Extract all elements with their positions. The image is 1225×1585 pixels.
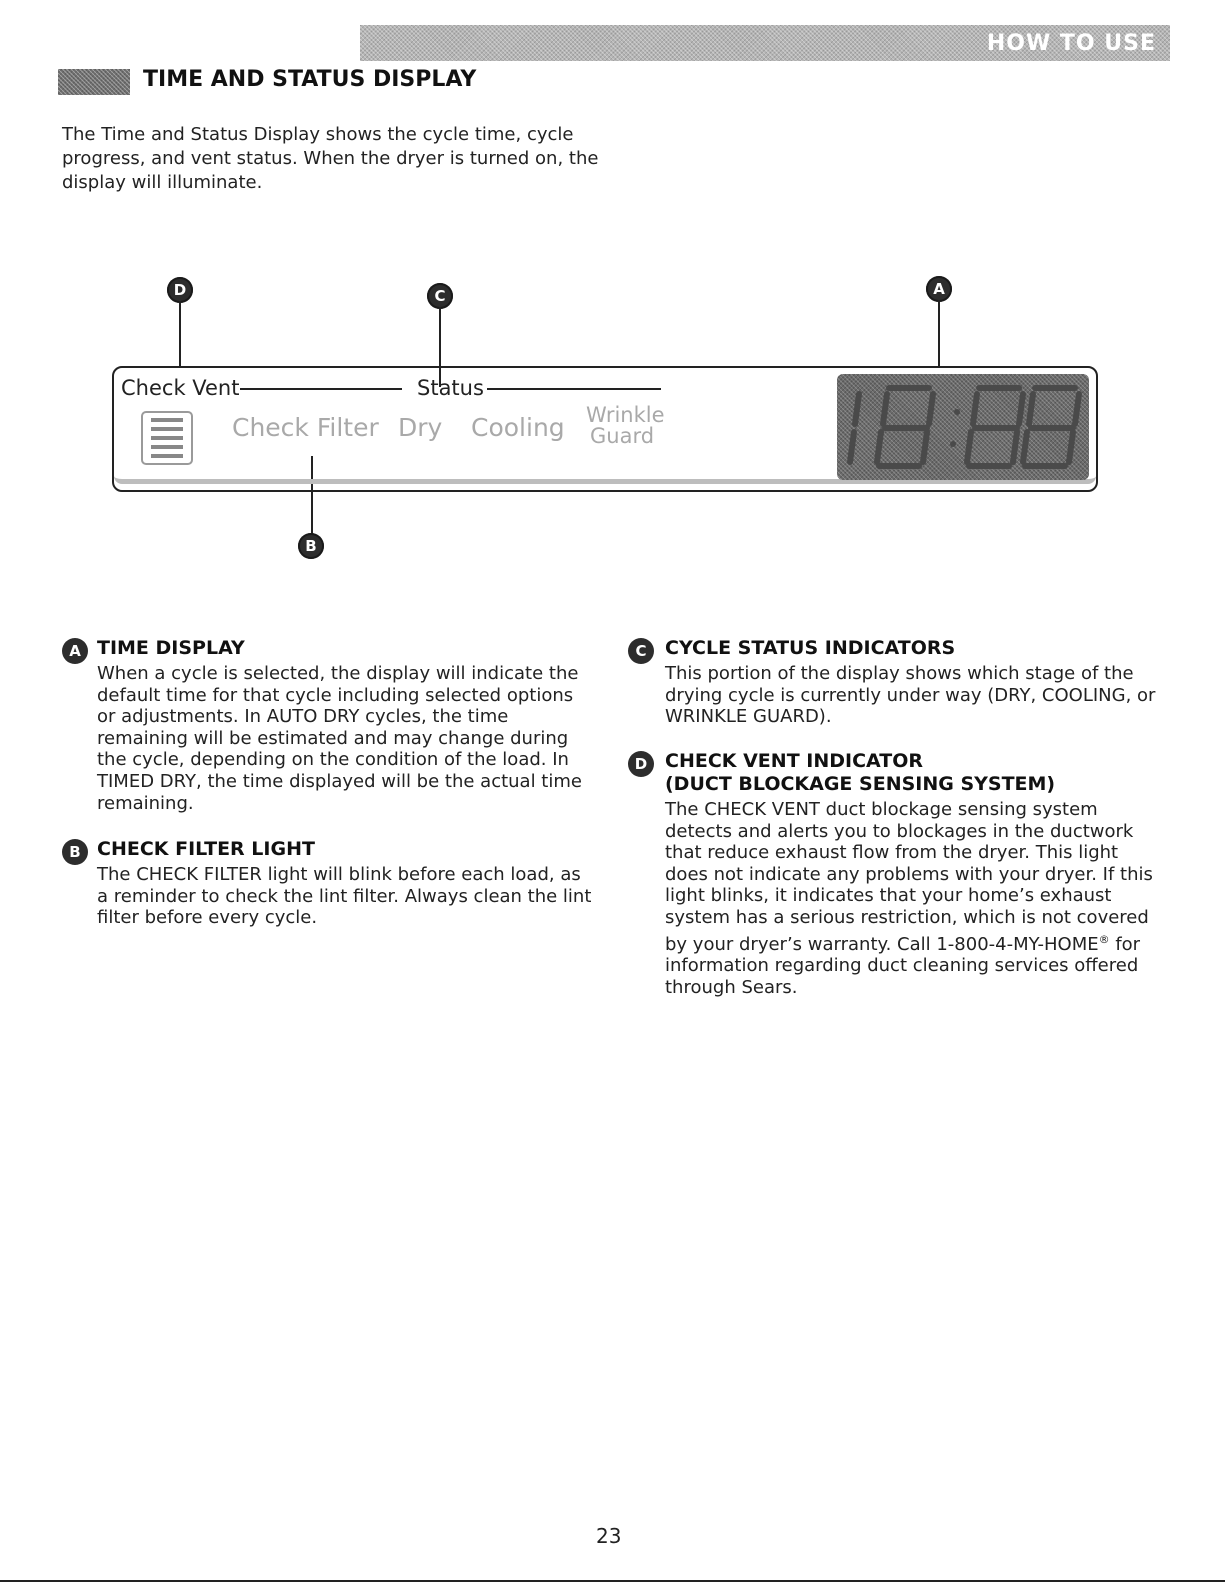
vent-bar bbox=[151, 418, 183, 422]
leader-line-d bbox=[179, 301, 181, 367]
wrinkle-indicator: Wrinkle bbox=[586, 403, 665, 427]
vent-bar bbox=[151, 454, 183, 458]
check-vent-indicator-icon bbox=[141, 411, 193, 465]
bullet-d: D bbox=[628, 751, 654, 777]
check-vent-heading: CHECK VENT INDICATOR bbox=[665, 750, 923, 772]
callout-c: C bbox=[427, 283, 453, 309]
title-marker-block bbox=[58, 69, 130, 95]
callout-d: D bbox=[167, 277, 193, 303]
callout-a: A bbox=[926, 276, 952, 302]
check-filter-indicator: Check Filter bbox=[232, 413, 379, 442]
check-vent-subheading: (DUCT BLOCKAGE SENSING SYSTEM) bbox=[665, 773, 1056, 795]
check-vent-label: Check Vent bbox=[121, 376, 240, 400]
leader-line-a bbox=[938, 300, 940, 368]
guard-indicator: Guard bbox=[590, 424, 655, 448]
vent-bar bbox=[151, 427, 183, 431]
check-vent-body bbox=[665, 799, 1165, 998]
banner-label: HOW TO USE bbox=[986, 31, 1156, 56]
time-display-readout bbox=[837, 374, 1089, 480]
status-label: Status bbox=[417, 376, 484, 400]
cooling-indicator: Cooling bbox=[471, 413, 565, 442]
dry-indicator: Dry bbox=[398, 413, 443, 442]
bullet-c: C bbox=[628, 638, 654, 664]
bullet-a: A bbox=[62, 638, 88, 664]
page-number: 23 bbox=[596, 1524, 622, 1548]
time-display-body: When a cycle is selected, the display will indicate the default time for that cycle including selected options or adjustments. In AUTO DRY cycles, the time remaining will be estimated and may change during the cycle, depending on the condition of the load. In TIMED DRY, the time displayed will be the actual time remaining. bbox=[97, 663, 582, 814]
registered-mark: ® bbox=[1098, 932, 1110, 946]
bullet-b: B bbox=[62, 839, 88, 865]
section-title: TIME AND STATUS DISPLAY bbox=[143, 67, 477, 92]
bottom-rule bbox=[0, 1580, 1225, 1582]
vent-bar bbox=[151, 436, 183, 440]
intro-paragraph: The Time and Status Display shows the cycle time, cycle progress, and vent status. When the dryer is turned on, the display will illuminate. bbox=[62, 124, 599, 193]
cycle-status-heading: CYCLE STATUS INDICATORS bbox=[665, 637, 956, 659]
seven-segment-digits bbox=[837, 374, 1089, 480]
check-vent-body-text-end: for information regarding duct cleaning services offered through Sears. bbox=[665, 933, 1141, 998]
status-rule bbox=[487, 388, 661, 390]
check-filter-body: The CHECK FILTER light will blink before each load, as a reminder to check the lint filter. Always clean the lint filter before every cycle. bbox=[97, 864, 592, 929]
header-banner bbox=[360, 25, 1170, 61]
cycle-status-body: This portion of the display shows which stage of the drying cycle is currently under way (DRY, COOLING, or WRINKLE GUARD). bbox=[665, 663, 1156, 728]
check-vent-rule bbox=[240, 388, 402, 390]
check-vent-body-text: The CHECK VENT duct blockage sensing system detects and alerts you to blockages in the ductwork that reduce exhaust flow from the dryer. This light does not indicate any problems with your dryer. If this light blinks, it indicates that your home’s exhaust system has a serious restriction, which is not covered by your dryer’s warranty. Call 1-800-4-MY-HOME bbox=[665, 799, 1153, 955]
check-filter-heading: CHECK FILTER LIGHT bbox=[97, 838, 315, 860]
vent-bar bbox=[151, 445, 183, 449]
time-display-heading: TIME DISPLAY bbox=[97, 637, 245, 659]
callout-b: B bbox=[298, 533, 324, 559]
